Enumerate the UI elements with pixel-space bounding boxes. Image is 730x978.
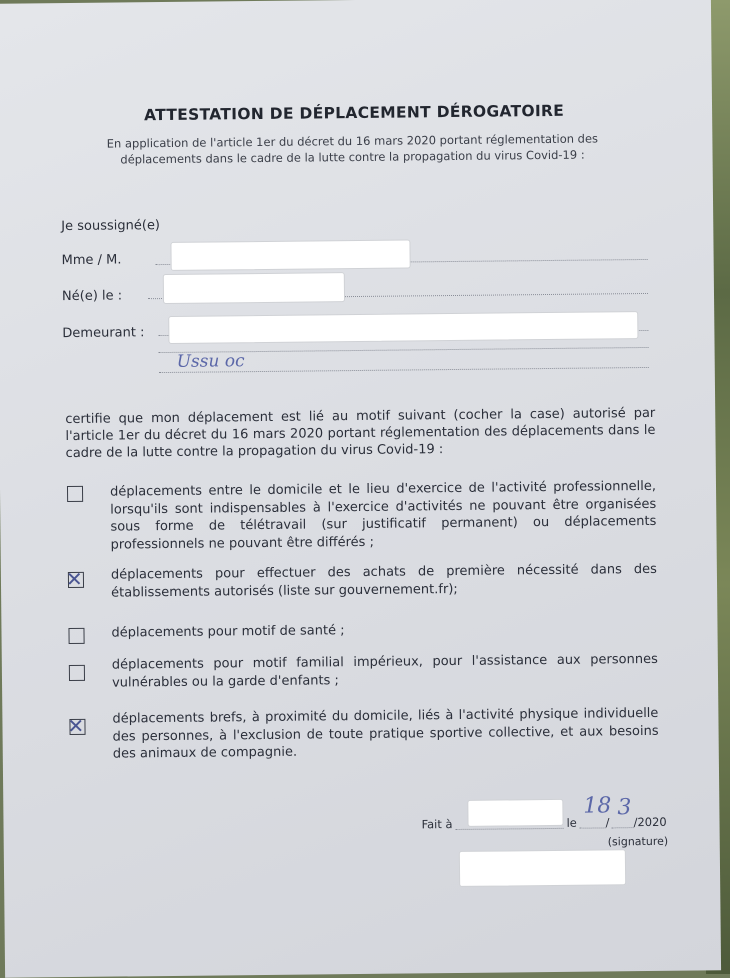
le-label: le (566, 815, 577, 830)
signature-redaction (459, 849, 626, 887)
city-redaction (467, 799, 563, 827)
name-label: Mme / M. (61, 252, 122, 269)
checkbox-option-1[interactable] (67, 486, 83, 502)
year-text: /2020 (633, 814, 667, 830)
fait-dotted-line (456, 828, 564, 830)
option-3-text: déplacements pour motif de santé ; (111, 623, 345, 641)
intro-text: En application de l'article 1er du décret du 16 mars 2020 portant réglementation des déplacements dans le cadre de la lutte contre la propagation du virus Covid-19 : (106, 131, 599, 167)
day-handwritten: 18 (583, 793, 612, 819)
soussigne-label: Je soussigné(e) (61, 218, 161, 235)
birth-label: Né(e) le : (61, 288, 123, 305)
certify-text: certifie que mon déplacement est lié au motif suivant (cocher la case) autorisé par l'article 1er du décret du 16 mars 2020 portant réglementation des déplacements dans le cadre de la lutte contre la propagation du virus Covid-19 : (65, 405, 656, 462)
checkbox-option-2[interactable] (65, 566, 84, 592)
fait-label: Fait à (421, 817, 453, 832)
birth-redaction (163, 272, 345, 304)
option-4-text: déplacements pour motif familial impérieux, pour l'assistance aux personnes vulnérables ou la garde d'enfants ; (111, 651, 658, 691)
checkbox-option-3[interactable] (68, 628, 84, 644)
month-handwritten: 3 (617, 795, 632, 821)
date-separator: / (605, 815, 610, 830)
address-redaction (168, 311, 638, 344)
check-mark-icon: ✕ (67, 713, 85, 739)
address-label: Demeurant : (62, 325, 145, 342)
checkbox-option-5[interactable] (67, 713, 85, 739)
name-redaction (170, 239, 410, 271)
option-2-text: déplacements pour effectuer des achats de première nécessité dans des établissements autorisés (liste sur gouvernement.fr); (110, 561, 657, 601)
day-dotted-line (580, 827, 606, 828)
option-5-text: déplacements brefs, à proximité du domicile, liés à l'activité physique individuelle des personnes, à l'exclusion de toute pratique sportive collective, et aux besoins des animaux de compagnie. (112, 705, 659, 762)
month-dotted-line (612, 827, 634, 828)
checkbox-option-4[interactable] (69, 665, 85, 681)
signature-label: (signature) (607, 834, 669, 849)
address-handwritten: Ussu oc (176, 351, 245, 372)
document-title: ATTESTATION DE DÉPLACEMENT DÉROGATOIRE (143, 101, 565, 125)
option-1-text: déplacements entre le domicile et le lieu d'exercice de l'activité professionnelle, lorsqu'ils sont indispensables à l'exercice d'activités ne pouvant être organisées sous forme de télétravail (sur justificatif permanent) ou déplacements professionnels ne pouvant être différés ; (109, 478, 657, 553)
check-mark-icon: ✕ (65, 566, 83, 592)
